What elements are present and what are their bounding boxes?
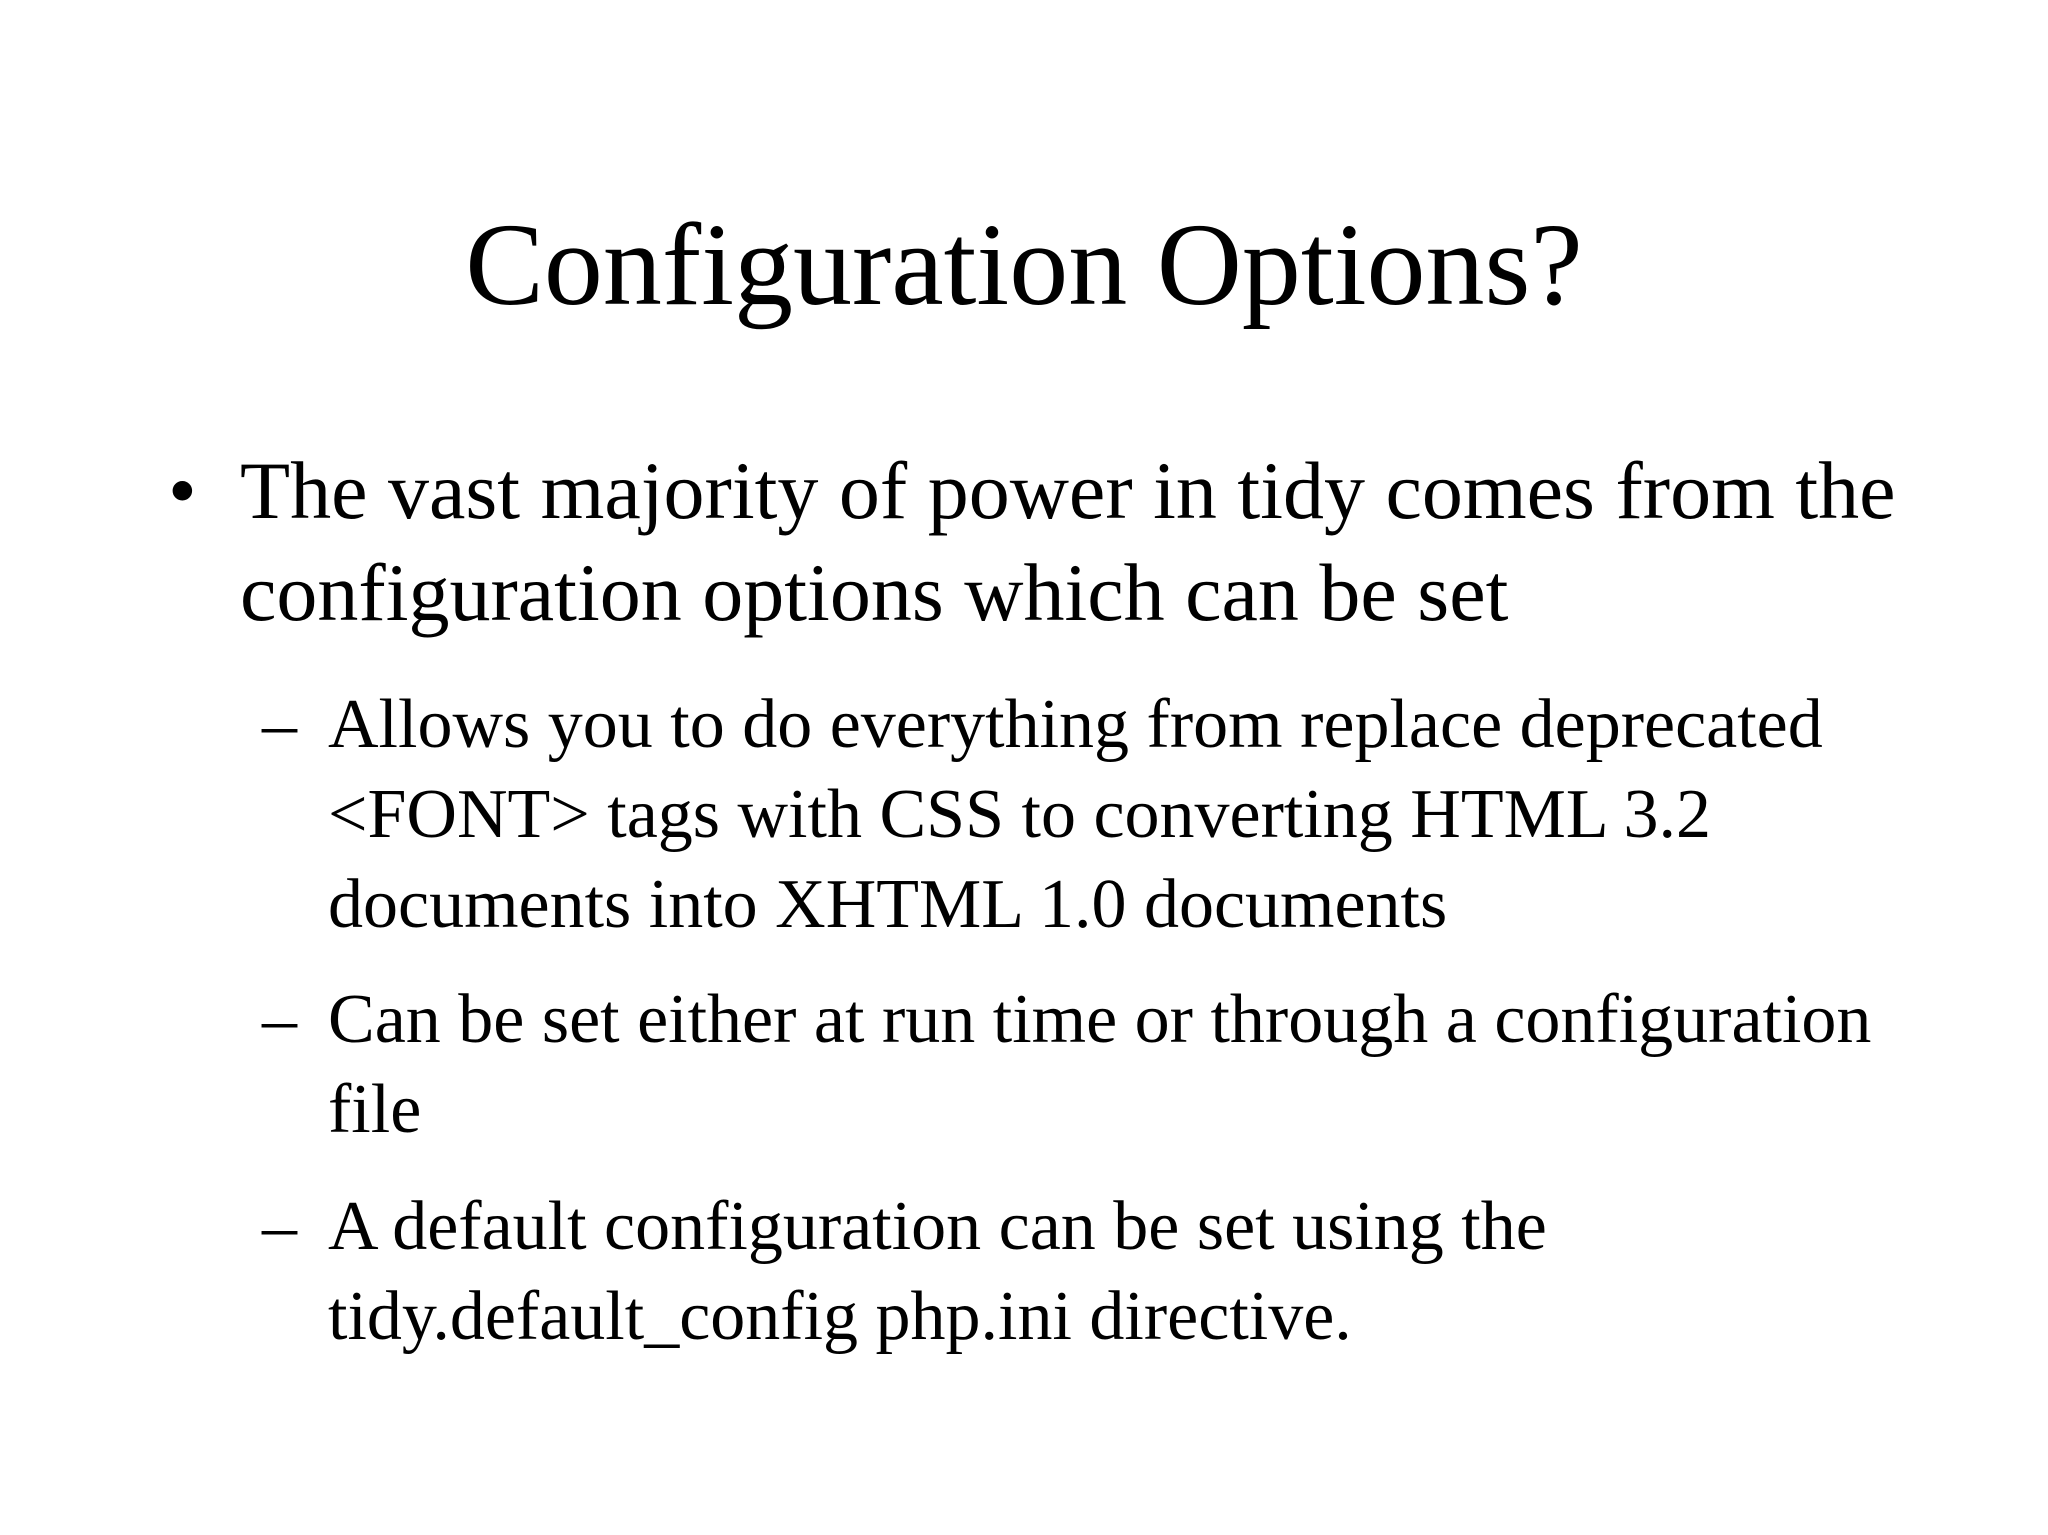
dash-marker: – [262, 981, 297, 1058]
dash-marker: – [262, 686, 297, 763]
sub-bullet-item [262, 680, 1962, 950]
sub-bullet-item [262, 1182, 1962, 1362]
bullet-marker: • [168, 445, 197, 536]
sub-bullet-text: A default configuration can be set using the tidy.default_config php.ini directive. [328, 1188, 1547, 1355]
sub-bullet-text: Can be set either at run time or through a configuration file [328, 981, 1872, 1148]
bullet-text: The vast majority of power in tidy comes from the configuration options which can be set [240, 445, 1896, 638]
dash-marker: – [262, 1188, 297, 1265]
sub-bullet-item [262, 975, 1962, 1155]
bullet-item [168, 440, 1928, 644]
sub-bullet-text: Allows you to do everything from replace deprecated <FONT> tags with CSS to converting HTML 3.2 documents into XHTML 1.0 documents [328, 686, 1823, 943]
slide-title: Configuration Options? [465, 199, 1583, 330]
